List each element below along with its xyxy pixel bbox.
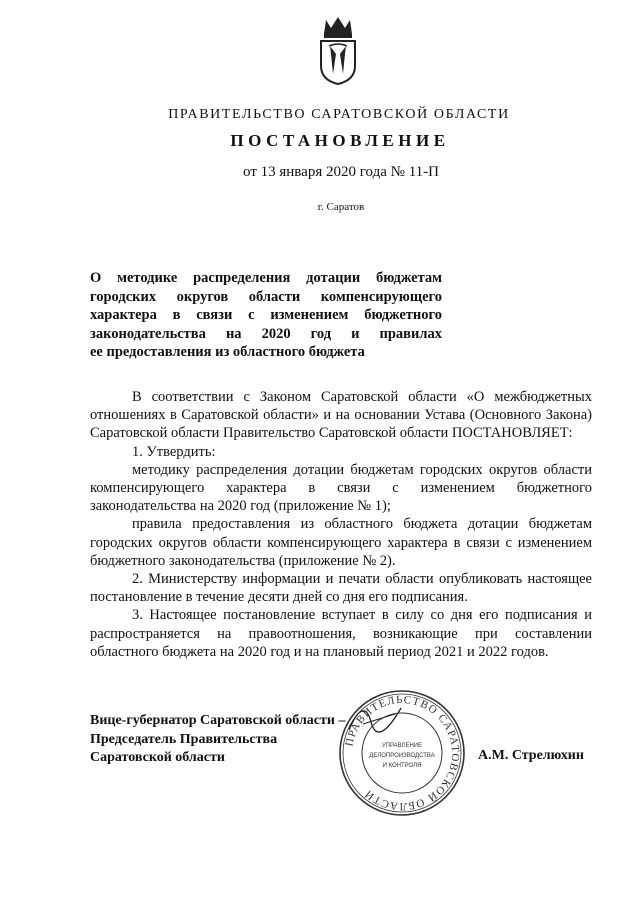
- coat-of-arms-icon: [316, 14, 360, 86]
- signature-position: [90, 712, 345, 768]
- body-paragraph: 3. Настоящее постановление вступает в силу со дня его подписания и распространяется на правоотношения, возникающие при составлении областного бюджета на 2020 год и на плановый период 2021 и 2022 годов.: [90, 607, 592, 660]
- title-line: законодательства на 2020 год и правилах: [90, 325, 442, 342]
- signature-position-line: Саратовской области: [90, 750, 225, 765]
- city: г. Саратов: [317, 201, 365, 213]
- body-paragraph: методику распределения дотации бюджетам городских округов области компенсирующего характера в связи с изменением бюджетного законодательства на 2020 год (приложение № 1);: [90, 461, 592, 515]
- title-line: городских округов области компенсирующего: [90, 288, 442, 305]
- title-line: О методике распределения дотации бюджетам: [90, 270, 442, 286]
- svg-text:УПРАВЛЕНИЕ: УПРАВЛЕНИЕ: [381, 743, 423, 749]
- document-body: [90, 388, 592, 661]
- handwritten-signature: [345, 700, 405, 740]
- svg-text:И КОНТРОЛЯ: И КОНТРОЛЯ: [382, 763, 422, 769]
- title-line: характера в связи с изменением бюджетного: [90, 307, 442, 323]
- body-paragraph: правила предоставления из областного бюджета дотации бюджетам городских округов области компенсирующего характера в связи с изменением бюджетного законодательства (приложение № 2).: [90, 516, 592, 569]
- title-line: ее предоставления из областного бюджета: [90, 344, 365, 360]
- government-name: ПРАВИТЕЛЬСТВО САРАТОВСКОЙ ОБЛАСТИ: [168, 107, 510, 122]
- body-paragraph: В соответствии с Законом Саратовской области «О межбюджетных отношениях в Саратовской области» и на основании Устава (Основного Закона) Саратовской области Правительство Саратовской области ПОСТАНОВЛЯЕТ:: [90, 389, 592, 442]
- body-paragraph: 2. Министерству информации и печати области опубликовать настоящее постановление в течение десяти дней со дня его подписания.: [90, 571, 592, 606]
- body-paragraph: 1. Утвердить:: [132, 443, 216, 460]
- signature-position-line: Председатель Правительства: [90, 731, 278, 747]
- date-number: от 13 января 2020 года № 11-П: [243, 164, 439, 180]
- document-type: ПОСТАНОВЛЕНИЕ: [230, 131, 450, 150]
- signatory-name: А.М. Стрелюхин: [478, 748, 584, 763]
- document-title: [90, 269, 442, 362]
- svg-text:ДЕЛОПРОИЗВОДСТВА: ДЕЛОПРОИЗВОДСТВА: [369, 753, 435, 759]
- svg-text:ПРАВИТЕЛЬСТВО САРАТОВСКОЙ ОБЛА: ПРАВИТЕЛЬСТВО САРАТОВСКОЙ ОБЛАСТИ: [343, 693, 462, 813]
- signature-position-line: Вице-губернатор Саратовской области –: [90, 713, 346, 728]
